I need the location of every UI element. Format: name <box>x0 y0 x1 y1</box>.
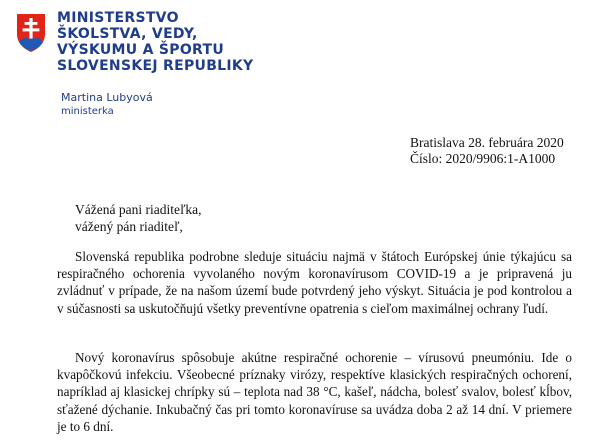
ministry-name-line: ŠKOLSTVA, VEDY, <box>57 26 198 42</box>
place-date-block <box>410 135 564 167</box>
slovak-coat-of-arms-icon <box>16 13 46 53</box>
salutation-line: Vážená pani riaditeľka, <box>75 202 202 217</box>
body-paragraph: Nový koronavírus spôsobuje akútne respiračné ochorenie – vírusovú pneumóniu. Ide o kvapôčkovú infekciu. Všeobecné príznaky virózy, respektíve klasických respiračných ochorení, napríklad aj klasickej chrípky sú – teplota nad 38 °C, kašeľ, nádcha, bolesť svalov, bolesť kĺbov, sťažené dýchanie. Inkubačný čas pri tomto koronavíruse sa uvádza doba 2 až 14 dní. V priemere je to 6 dní. <box>57 350 572 434</box>
ministry-name-line: VÝSKUMU A ŠPORTU <box>57 42 225 58</box>
signatory-name: Martina Lubyová <box>61 91 153 104</box>
place-date: Bratislava 28. februára 2020 <box>410 135 564 150</box>
salutation <box>75 201 202 235</box>
signatory-block <box>61 91 153 118</box>
body-paragraph: Slovenská republika podrobne sleduje situáciu najmä v štátoch Európskej únie týkajúcu sa respiračného ochorenia vyvolaného novým koronavírusom COVID-19 a je pripravená ju zvládnuť v prípade, že na našom území bude potvrdený jeho výskyt. Situácia je pod kontrolou a v súčasnosti sa uskutočňujú všetky preventívne opatrenia s cieľom maximálnej ochrany ľudí. <box>57 249 572 316</box>
salutation-line: vážený pán riaditeľ, <box>75 219 183 234</box>
ministry-name-line: MINISTERSTVO <box>57 10 179 26</box>
ministry-name-line: SLOVENSKEJ REPUBLIKY <box>57 58 254 74</box>
ministry-name <box>57 10 253 74</box>
signatory-role: ministerka <box>61 106 114 117</box>
reference-number: Číslo: 2020/9906:1-A1000 <box>410 151 556 166</box>
